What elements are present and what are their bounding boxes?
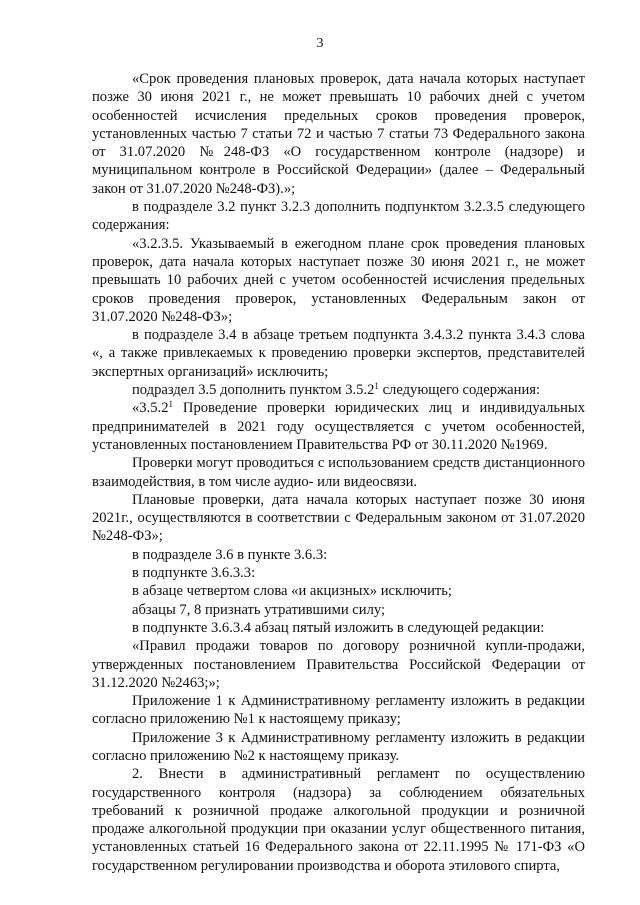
superscript: 1 bbox=[374, 381, 379, 392]
paragraph-subsection-3-5 bbox=[92, 381, 585, 399]
superscript: 1 bbox=[168, 399, 173, 410]
paragraph-text: подраздел 3.5 дополнить пунктом 3.5.2 bbox=[132, 382, 375, 399]
paragraph-text: «3.5.2 bbox=[132, 400, 169, 417]
paragraph-remote-inspections: Проверки могут проводиться с использованием средств дистанционного взаимодействия, в том числе аудио- или видеосвязи. bbox=[92, 455, 585, 490]
paragraph-subsection-3-6: в подразделе 3.6 в пункте 3.6.3: bbox=[132, 546, 328, 563]
paragraph-clauses-7-8: абзацы 7, 8 признать утратившими силу; bbox=[132, 601, 386, 618]
paragraph-subsection-3-2: в подразделе 3.2 пункт 3.2.3 дополнить подпунктом 3.2.3.5 следующего содержания: bbox=[92, 199, 585, 234]
paragraph-text: Проведение проверки юридических лиц и индивидуальных предпринимателей в 2021 году осуществляется с учетом особенностей, установленных постановлением Правительства РФ от 30.11.2020 №1969. bbox=[92, 400, 585, 453]
paragraph-appendix-1: Приложение 1 к Административному регламенту изложить в редакции согласно приложению №1 к настоящему приказу; bbox=[92, 693, 585, 728]
paragraph-quote-inspection-term: «Срок проведения плановых проверок, дата начала которых наступает позже 30 июня 2021 г., не может превышать 10 рабочих дней с учетом особенностей исчисления предельных сроков проведения проверок, установленных частью 7 статьи 72 и частью 7 статьи 73 Федерального закона от 31.07.2020 №248-ФЗ «О государственном контроле (надзоре) и муниципальном контроле в Российской Федерации» (далее – Федеральный закон от 31.07.2020 №248-ФЗ).»; bbox=[92, 71, 585, 197]
document-body bbox=[92, 70, 585, 875]
paragraph-text: следующего содержания: bbox=[378, 382, 541, 399]
paragraph-sales-rules: «Правил продажи товаров по договору розничной купли-продажи, утвержденных постановлением Правительства Российской Федерации от 31.12.2020 №2463;»; bbox=[92, 638, 585, 691]
paragraph-3-6-3-3: в подпункте 3.6.3.3: bbox=[132, 565, 256, 582]
page-number: 3 bbox=[316, 36, 324, 51]
paragraph-3-2-3-5: «3.2.3.5. Указываемый в ежегодном плане срок проведения плановых проверок, дата начала которых наступает позже 30 июня 2021 г., не может превышать 10 рабочих дней с учетом особенностей исчисления предельных сроков проведения проверок, установленных Федеральным закон от 31.07.2020 №248-ФЗ»; bbox=[92, 235, 585, 325]
paragraph-item-2: 2. Внести в административный регламент по осуществлению государственного контроля (надзора) за соблюдением обязательных требований к розничной продаже алкогольной продукции и розничной продаже алкогольной продукции при оказании услуг общественного питания, установленных статьей 16 Федерального закона от 22.11.1995 № 171-ФЗ «О государственном регулировании производства и оборота этилового спирта, bbox=[92, 766, 585, 874]
paragraph-appendix-3: Приложение 3 к Административному регламенту изложить в редакции согласно приложению №2 к настоящему приказу. bbox=[92, 729, 585, 764]
paragraph-3-5-2-1 bbox=[92, 399, 585, 454]
paragraph-planned-inspections: Плановые проверки, дата начала которых наступает позже 30 июня 2021г., осуществляются в соответствии с Федеральным законом от 31.07.2020 №248-ФЗ»; bbox=[92, 491, 585, 545]
paragraph-fourth-clause: в абзаце четвертом слова «и акцизных» исключить; bbox=[132, 583, 452, 600]
paragraph-subsection-3-4: в подразделе 3.4 в абзаце третьем подпункта 3.4.3.2 пункта 3.4.3 слова «, а также привлекаемых к проведению проверки экспертов, представителей экспертных организаций» исключить; bbox=[92, 327, 585, 380]
paragraph-3-6-3-4: в подпункте 3.6.3.4 абзац пятый изложить в следующей редакции: bbox=[132, 619, 545, 636]
